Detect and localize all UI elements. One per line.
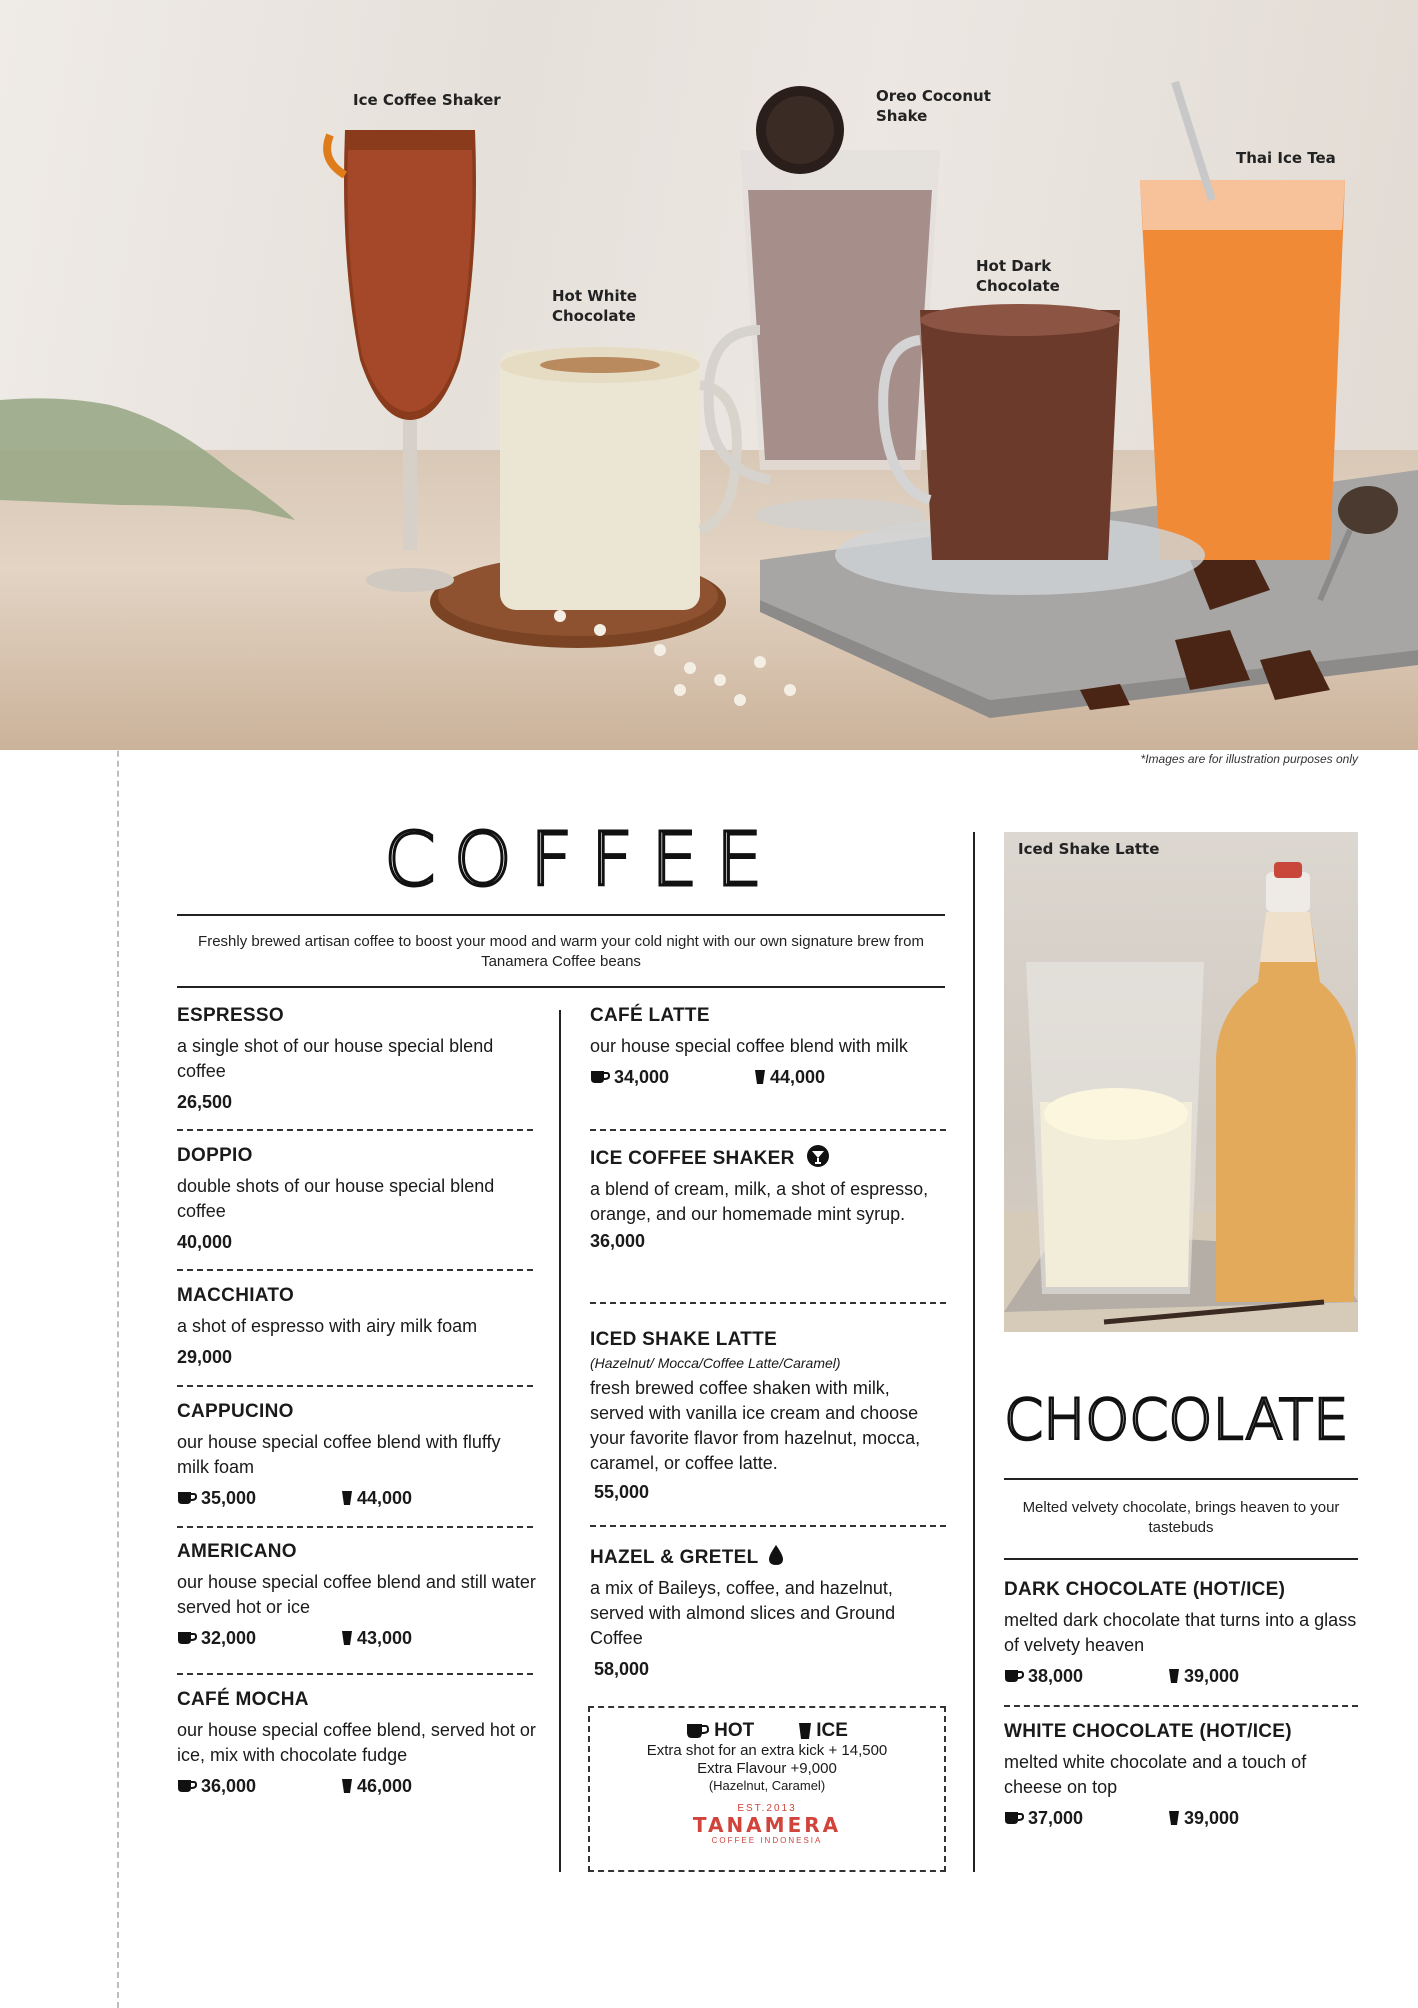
- hot-price: 37,000: [1004, 1806, 1168, 1830]
- flavour-options: (Hazelnut, Caramel): [708, 1778, 826, 1793]
- item-description: melted white chocolate and a touch of cheese on top: [1004, 1752, 1307, 1797]
- menu-item-iced-shake-latte: [590, 1328, 946, 1504]
- napkin: [0, 398, 295, 520]
- coffee-intro: Freshly brewed artisan coffee to boost your mood and warm your cold night with our own signature brew from Tanamera Coffee beans: [198, 933, 924, 970]
- chocolate-rule-top: [1004, 1478, 1358, 1480]
- item-price: 40,000: [177, 1232, 233, 1252]
- item-name: HAZEL & GRETEL: [590, 1547, 759, 1568]
- item-name: DARK CHOCOLATE (HOT/ICE): [1004, 1579, 1286, 1600]
- item-separator: [590, 1525, 946, 1527]
- hot-white-chocolate-mug: [500, 350, 700, 610]
- brand-est: EST.2013: [737, 1803, 797, 1814]
- item-separator: [177, 1269, 533, 1271]
- label-oreo-coconut-shake: Oreo Coconut Shake: [876, 87, 991, 125]
- label-hot-dark-chocolate: Hot Dark Chocolate: [976, 257, 1060, 295]
- cup-icon: [1004, 1668, 1024, 1684]
- glass-icon: [341, 1490, 353, 1506]
- cup-icon: [177, 1630, 197, 1646]
- menu-item-white-chocolate: [1004, 1720, 1358, 1830]
- glass-icon: [1168, 1668, 1180, 1684]
- menu-item-americano: [177, 1540, 537, 1650]
- item-flavours: (Hazelnut/ Mocca/Coffee Latte/Caramel): [590, 1355, 841, 1371]
- column-divider: [559, 1010, 561, 1872]
- glass-icon: [1168, 1810, 1180, 1826]
- item-description: double shots of our house special blend coffee: [177, 1176, 495, 1221]
- item-price: 29,000: [177, 1347, 233, 1367]
- item-name: CAFÉ LATTE: [590, 1005, 710, 1026]
- menu-item-doppio: [177, 1144, 537, 1254]
- iced-shake-latte-photo: [1004, 832, 1358, 1332]
- cup-icon: [177, 1490, 197, 1506]
- menu-item-cafe-mocha: [177, 1688, 537, 1798]
- glass-icon: [754, 1069, 766, 1085]
- item-description: our house special coffee blend and still water served hot or ice: [177, 1572, 536, 1617]
- label-hot-white-chocolate: Hot White Chocolate: [552, 287, 637, 325]
- label-thai-ice-tea: Thai Ice Tea: [1236, 149, 1336, 167]
- menu-item-dark-chocolate: [1004, 1578, 1358, 1688]
- item-description: a single shot of our house special blend coffee: [177, 1036, 494, 1081]
- item-description: our house special coffee blend with fluffy milk foam: [177, 1432, 501, 1477]
- section-divider: [973, 832, 975, 1872]
- cocktail-badge-icon: [806, 1144, 830, 1168]
- ice-price: 46,000: [341, 1774, 412, 1798]
- item-separator: [590, 1302, 946, 1304]
- label-ice-coffee-shaker: Ice Coffee Shaker: [353, 91, 501, 109]
- item-description: melted dark chocolate that turns into a glass of velvety heaven: [1004, 1610, 1357, 1655]
- item-prices: [590, 1065, 946, 1089]
- chocolate-title: CHOCOLATE: [1004, 1388, 1349, 1453]
- menu-item-cappucino: [177, 1400, 537, 1510]
- item-price: 55,000: [594, 1482, 650, 1502]
- item-separator: [177, 1526, 533, 1528]
- item-separator: [590, 1129, 946, 1131]
- chocolate-rule-bottom: [1004, 1558, 1358, 1560]
- hot-dark-chocolate-glass: [920, 310, 1120, 560]
- item-name: ICE COFFEE SHAKER: [590, 1148, 795, 1169]
- item-description: our house special coffee blend, served hot or ice, mix with chocolate fudge: [177, 1720, 536, 1765]
- item-price: 36,000: [590, 1231, 646, 1251]
- thai-ice-tea-glass: [1140, 180, 1345, 560]
- item-name: CAFÉ MOCHA: [177, 1689, 309, 1710]
- item-prices: [177, 1626, 537, 1650]
- item-prices: [177, 1774, 537, 1798]
- hot-price: 38,000: [1004, 1664, 1168, 1688]
- menu-item-ice-coffee-shaker: [590, 1144, 946, 1253]
- item-separator: [177, 1385, 533, 1387]
- glass-icon: [341, 1630, 353, 1646]
- legend-ice: ICE: [798, 1720, 848, 1742]
- item-name: CAPPUCINO: [177, 1401, 294, 1422]
- bottle: [1216, 912, 1356, 1302]
- ice-price: 39,000: [1168, 1806, 1239, 1830]
- brand-tagline: COFFEE INDONESIA: [711, 1836, 823, 1845]
- spoon: [1338, 486, 1398, 534]
- menu-item-espresso: [177, 1004, 537, 1114]
- item-description: a mix of Baileys, coffee, and hazelnut, served with almond slices and Ground Coffee: [590, 1578, 896, 1648]
- item-separator: [177, 1673, 533, 1675]
- item-prices: [177, 1486, 537, 1510]
- cup-icon: [177, 1778, 197, 1794]
- drinks-illustration: [0, 0, 1418, 750]
- coffee-rule-top: [177, 914, 945, 916]
- item-name: WHITE CHOCOLATE (HOT/ICE): [1004, 1721, 1292, 1742]
- ice-price: 43,000: [341, 1626, 412, 1650]
- menu-item-hazel-gretel: [590, 1544, 946, 1681]
- glass-icon: [798, 1722, 812, 1740]
- side-photo-label: Iced Shake Latte: [1018, 840, 1160, 858]
- hot-price: 32,000: [177, 1626, 341, 1650]
- hot-price: 34,000: [590, 1065, 754, 1089]
- coffee-title: COFFEE: [384, 817, 781, 903]
- iced-shake-latte-illustration: [1004, 832, 1358, 1332]
- item-description: a blend of cream, milk, a shot of espresso, orange, and our homemade mint syrup.: [590, 1179, 929, 1224]
- extra-flavour-note: Extra Flavour +9,000: [697, 1760, 837, 1777]
- item-name: ESPRESSO: [177, 1005, 284, 1026]
- cup-icon: [1004, 1810, 1024, 1826]
- hero-photo: [0, 0, 1418, 750]
- item-name-row: [590, 1544, 946, 1570]
- item-description: our house special coffee blend with milk: [590, 1036, 908, 1056]
- extra-shot-note: Extra shot for an extra kick + 14,500: [646, 1742, 888, 1759]
- coffee-rule-bottom: [177, 986, 945, 988]
- item-prices: [1004, 1664, 1358, 1688]
- item-description: a shot of espresso with airy milk foam: [177, 1316, 478, 1336]
- item-name-row: [590, 1144, 946, 1171]
- cup-icon: [686, 1722, 710, 1740]
- item-name: MACCHIATO: [177, 1285, 295, 1306]
- menu-item-cafe-latte: [590, 1004, 946, 1089]
- ice-price: 44,000: [341, 1486, 412, 1510]
- item-name: DOPPIO: [177, 1145, 253, 1166]
- hot-price: 35,000: [177, 1486, 341, 1510]
- item-price: 26,500: [177, 1092, 233, 1112]
- ice-price: 39,000: [1168, 1664, 1239, 1688]
- hot-ice-legend: [590, 1720, 944, 1742]
- legend-hot: HOT: [686, 1720, 754, 1742]
- item-name: AMERICANO: [177, 1541, 297, 1562]
- item-name: ICED SHAKE LATTE: [590, 1329, 778, 1350]
- drop-icon: [768, 1544, 784, 1566]
- ice-price: 44,000: [754, 1065, 825, 1089]
- cup-icon: [590, 1069, 610, 1085]
- item-separator: [177, 1129, 533, 1131]
- item-separator: [1004, 1705, 1358, 1707]
- item-price: 58,000: [594, 1659, 650, 1679]
- disclaimer-note: *Images are for illustration purposes only: [1140, 752, 1358, 766]
- brand-logo: TANAMERA: [692, 1813, 842, 1837]
- menu-item-macchiato: [177, 1284, 537, 1369]
- extras-info-box: [588, 1706, 946, 1872]
- hot-price: 36,000: [177, 1774, 341, 1798]
- item-prices: [1004, 1806, 1358, 1830]
- item-description: fresh brewed coffee shaken with milk, served with vanilla ice cream and choose your favorite flavor from hazelnut, mocca, caramel, or coffee latte.: [590, 1378, 921, 1473]
- glass-icon: [341, 1778, 353, 1794]
- chocolate-intro: Melted velvety chocolate, brings heaven to your tastebuds: [1022, 1499, 1340, 1536]
